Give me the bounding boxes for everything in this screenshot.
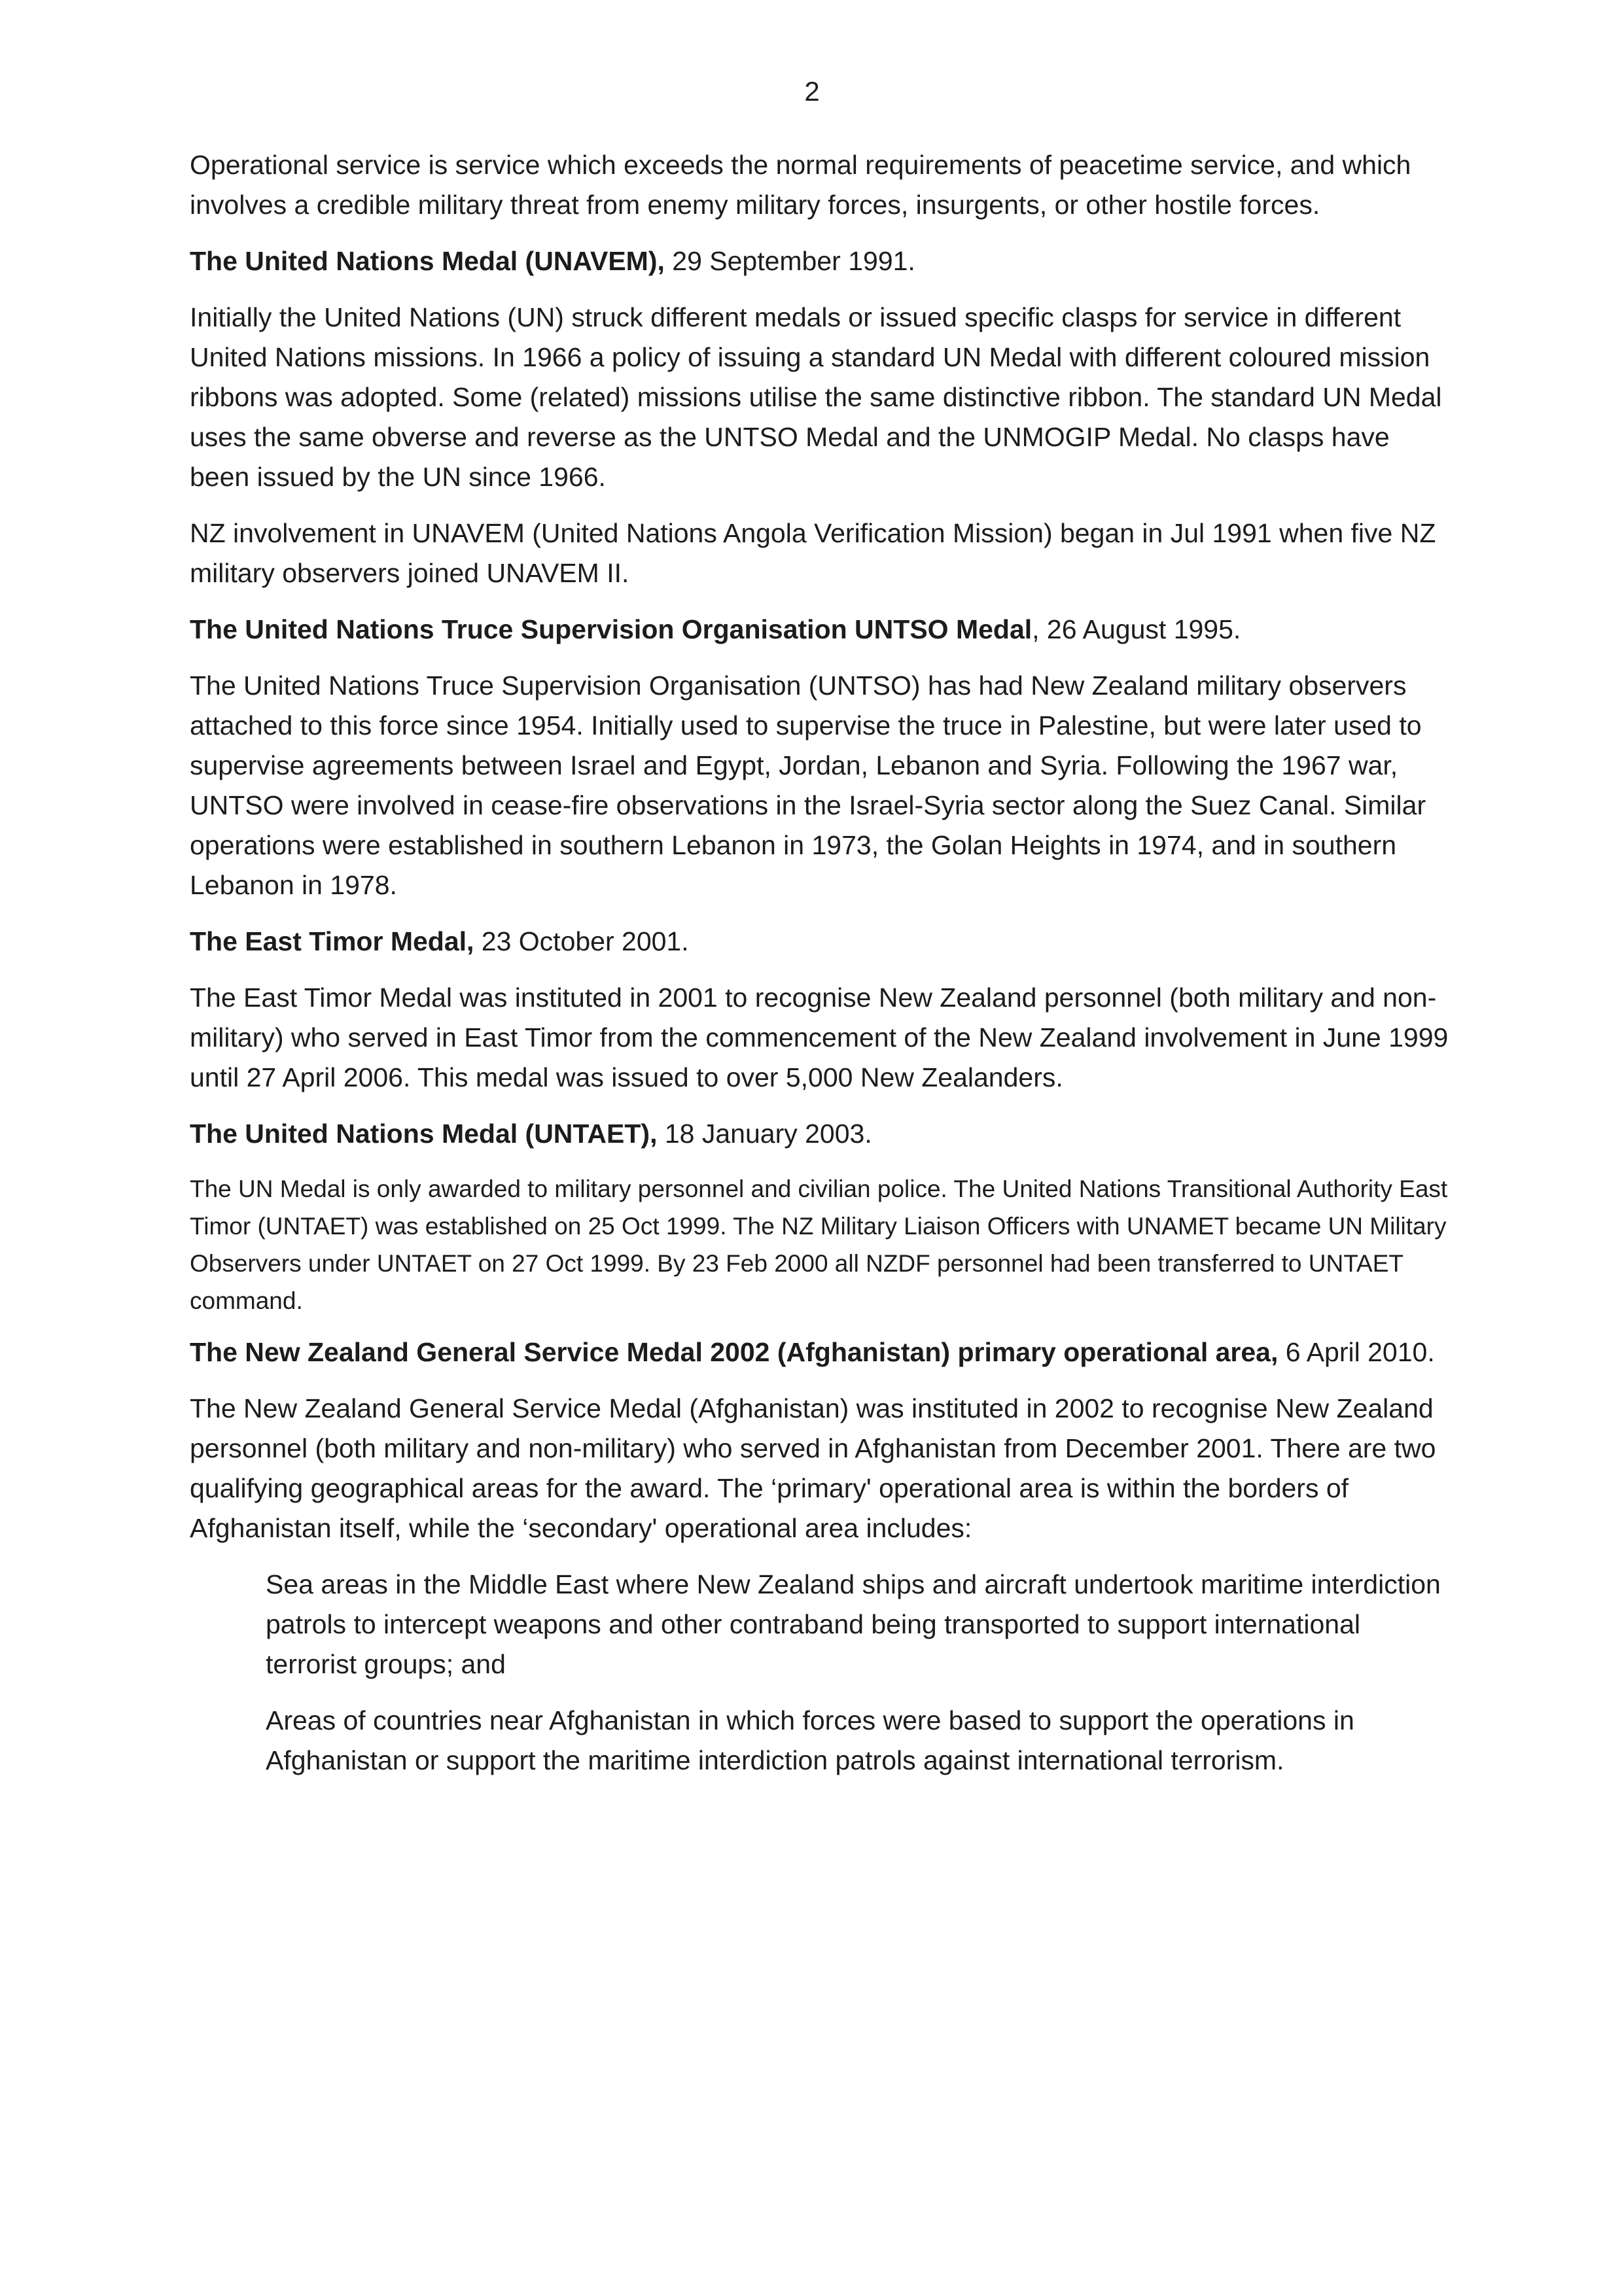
untso-medal-heading — [190, 610, 1453, 650]
document-body — [190, 145, 1453, 1797]
unavem-involvement-paragraph: NZ involvement in UNAVEM (United Nations Angola Verification Mission) began in Jul 1991 when five NZ military observers joined UNAVEM II. — [190, 518, 1436, 588]
afghanistan-medal-title: The New Zealand General Service Medal 2002 (Afghanistan) primary operational area, — [190, 1337, 1279, 1367]
unavem-medal-date: 29 September 1991. — [664, 246, 915, 276]
unavem-medal-heading — [190, 241, 1453, 281]
untaet-medal-title: The United Nations Medal (UNTAET), — [190, 1119, 658, 1149]
page-number: 2 — [804, 76, 820, 107]
afghanistan-medal-heading — [190, 1332, 1453, 1372]
untaet-description-paragraph: The UN Medal is only awarded to military personnel and civilian police. The United Nations Transitional Authority East Timor (UNTAET) was established on 25 Oct 1999. The NZ Military Liaison Officers with UNAMET became UN Military Observers under UNTAET on 27 Oct 1999. By 23 Feb 2000 all NZDF personnel had been transferred to UNTAET command. — [190, 1175, 1448, 1314]
nearby-countries-paragraph: Areas of countries near Afghanistan in which forces were based to support the operations in Afghanistan or support the maritime interdiction patrols against international terrorism. — [266, 1705, 1354, 1775]
untso-description-paragraph: The United Nations Truce Supervision Organisation (UNTSO) has had New Zealand military observers attached to this force since 1954. Initially used to supervise the truce in Palestine, but were later used to supervise agreements between Israel and Egypt, Jordan, Lebanon and Syria. Following the 1967 war, UNTSO were involved in cease-fire observations in the Israel-Syria sector along the Suez Canal. Similar operations were established in southern Lebanon in 1973, the Golan Heights in 1974, and in southern Lebanon in 1978. — [190, 670, 1426, 900]
operational-service-paragraph: Operational service is service which exceeds the normal requirements of peacetime service, and which involves a credible military threat from enemy military forces, insurgents, or other hostile forces. — [190, 150, 1411, 220]
untaet-medal-date: 18 January 2003. — [657, 1119, 872, 1149]
east-timor-description-paragraph: The East Timor Medal was instituted in 2001 to recognise New Zealand personnel (both military and non-military) who served in East Timor from the commencement of the New Zealand involvement in June 1999 until 27 April 2006. This medal was issued to over 5,000 New Zealanders. — [190, 983, 1449, 1092]
un-medal-history-paragraph: Initially the United Nations (UN) struck different medals or issued specific clasps for service in different United Nations missions. In 1966 a policy of issuing a standard UN Medal with different coloured mission ribbons was adopted. Some (related) missions utilise the same distinctive ribbon. The standard UN Medal uses the same obverse and reverse as the UNTSO Medal and the UNMOGIP Medal. No clasps have been issued by the UN since 1966. — [190, 302, 1442, 492]
afghanistan-description-paragraph: The New Zealand General Service Medal (Afghanistan) was instituted in 2002 to recognise New Zealand personnel (both military and non-military) who served in Afghanistan from December 2001. There are two qualifying geographical areas for the award. The ‘primary' operational area is within the borders of Afghanistan itself, while the ‘secondary' operational area includes: — [190, 1393, 1436, 1543]
untso-medal-title: The United Nations Truce Supervision Organisation UNTSO Medal — [190, 614, 1033, 644]
east-timor-medal-title: The East Timor Medal, — [190, 926, 474, 956]
east-timor-medal-heading — [190, 922, 1453, 962]
unavem-medal-title: The United Nations Medal (UNAVEM), — [190, 246, 665, 276]
afghanistan-medal-date: 6 April 2010. — [1278, 1337, 1435, 1367]
untaet-medal-heading — [190, 1114, 1453, 1154]
sea-areas-paragraph: Sea areas in the Middle East where New Zealand ships and aircraft undertook maritime interdiction patrols to intercept weapons and other contraband being transported to support international terrorist groups; and — [266, 1569, 1441, 1679]
east-timor-medal-date: 23 October 2001. — [474, 926, 689, 956]
untso-medal-date: , 26 August 1995. — [1032, 614, 1241, 644]
